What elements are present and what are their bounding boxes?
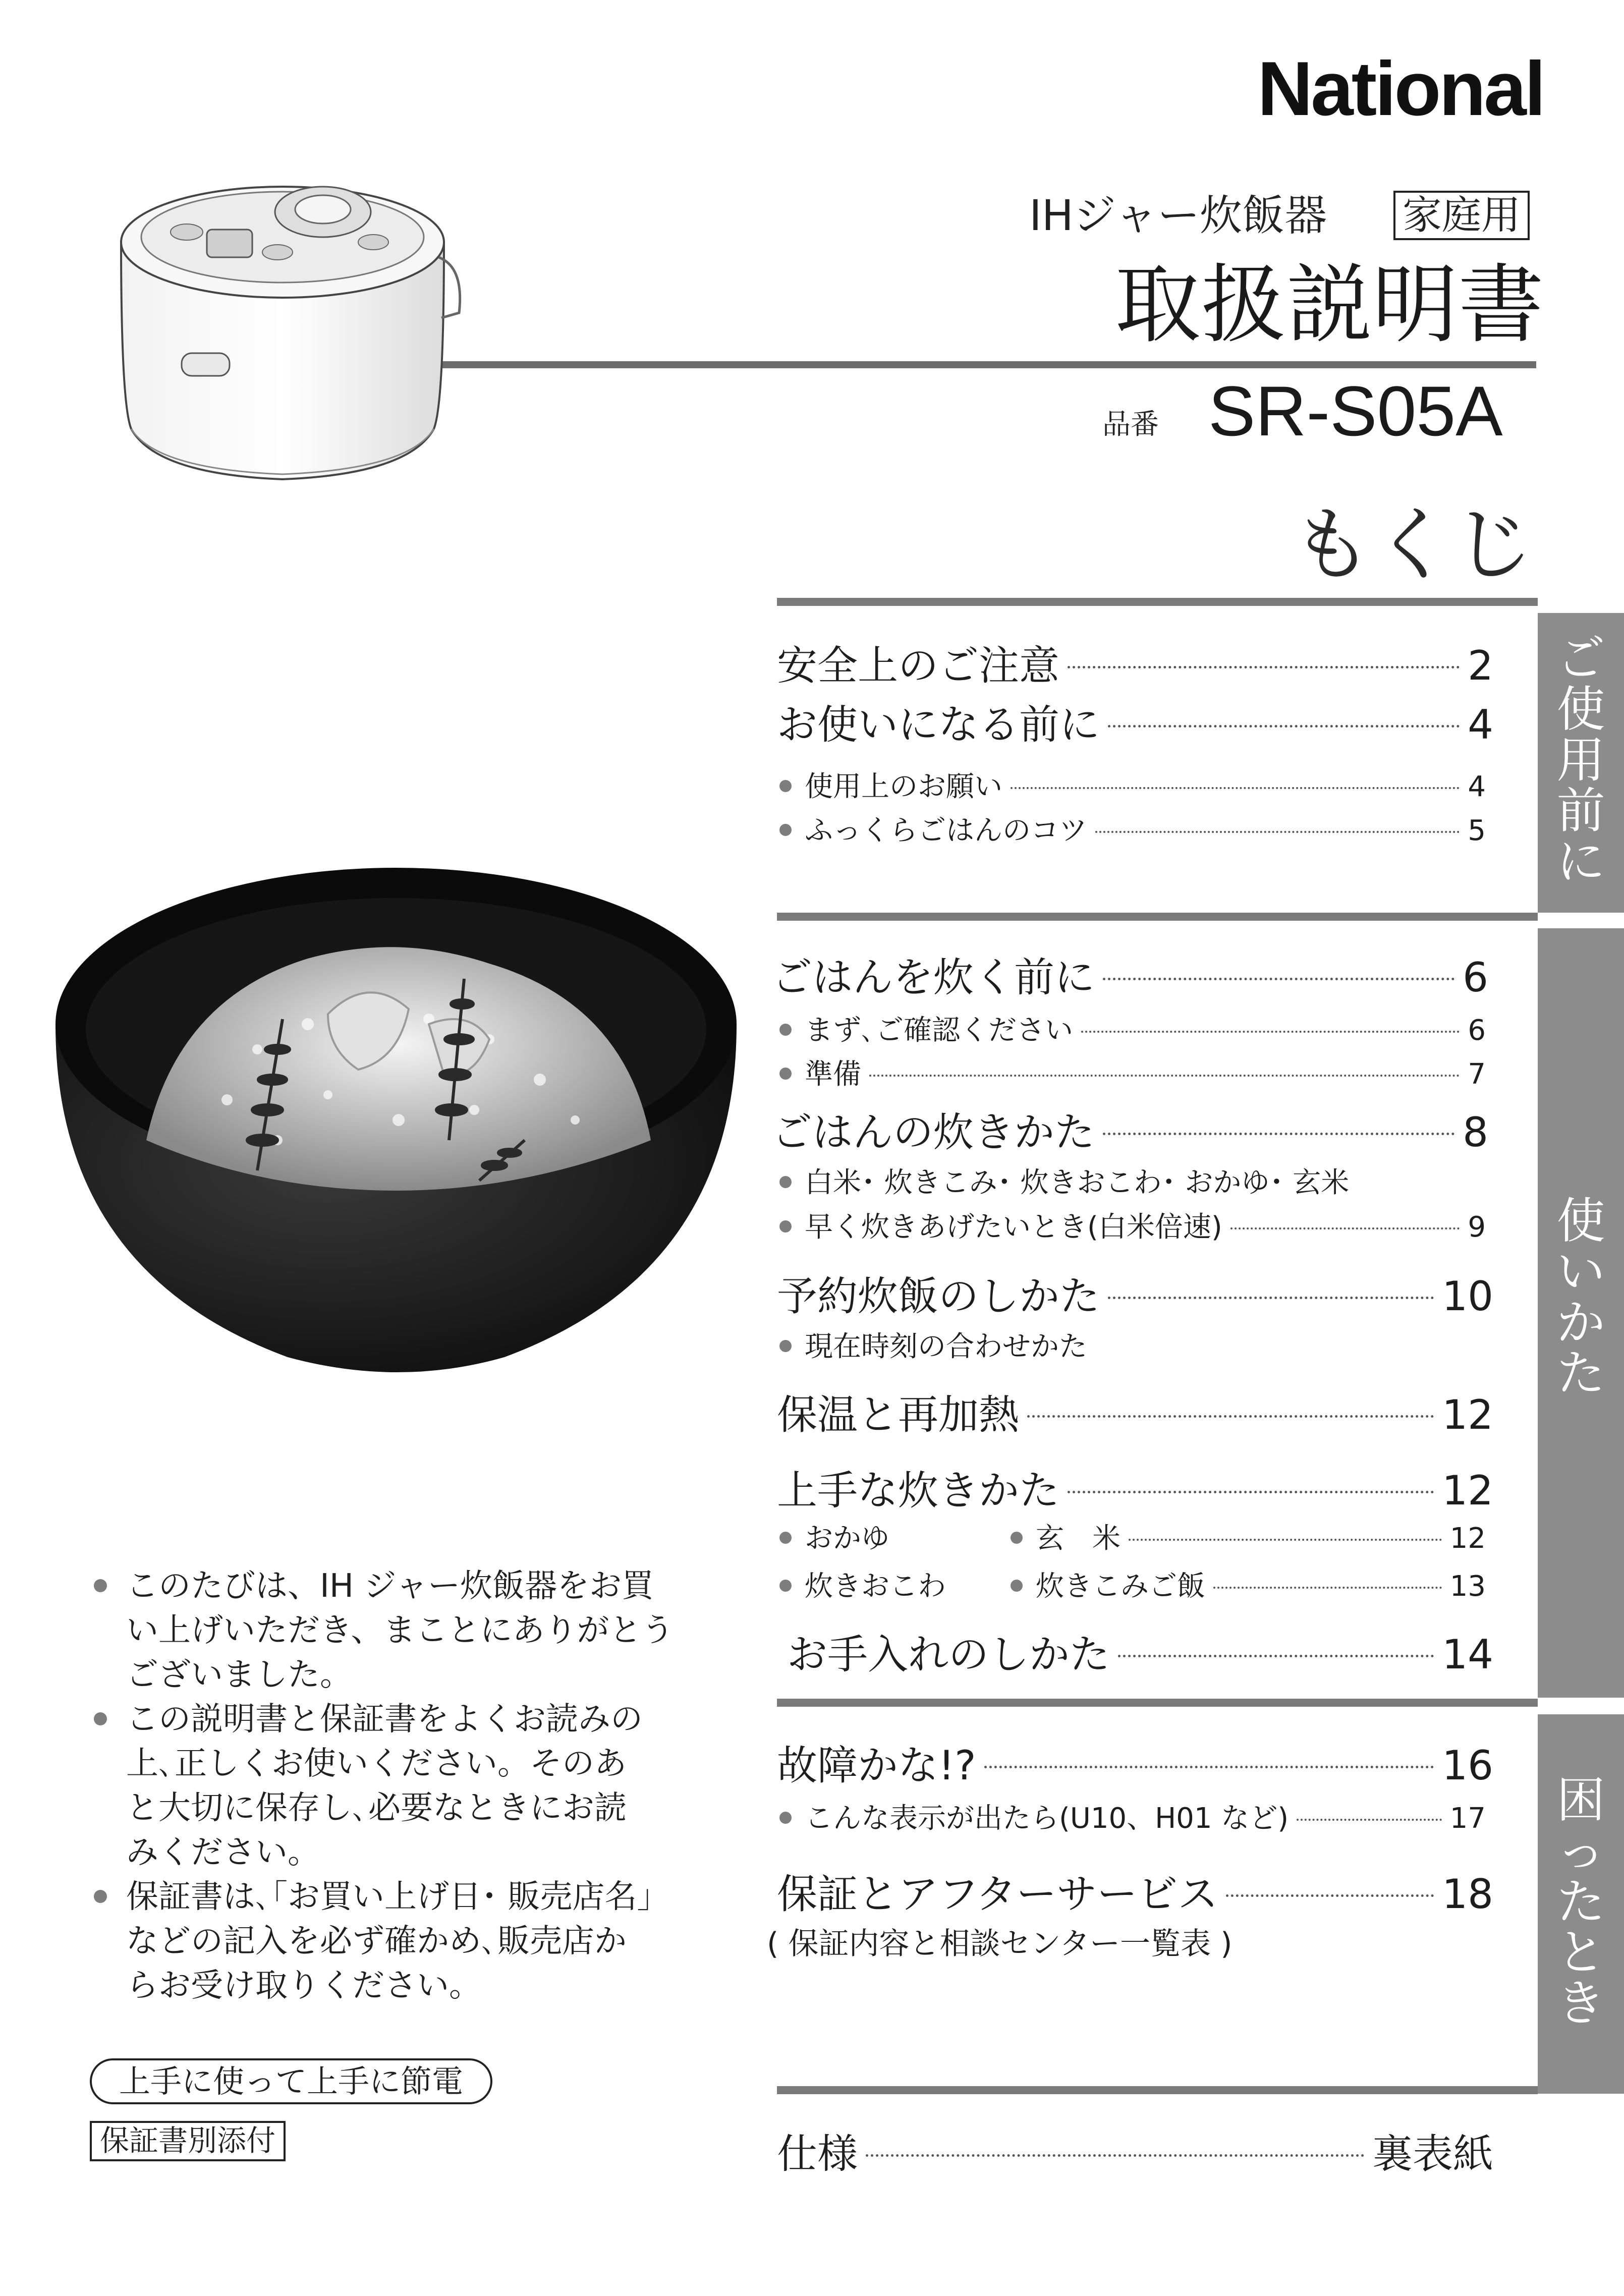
bullet-icon [94, 1579, 107, 1592]
toc-entry-page: 14 [1442, 1631, 1493, 1678]
toc-entry-page: 16 [1442, 1742, 1493, 1789]
toc-entry[interactable] [777, 1382, 1493, 1440]
tab-how-to-use[interactable] [1538, 928, 1624, 1698]
toc-entry[interactable] [777, 1264, 1493, 1322]
toc-subentry[interactable] [779, 1564, 946, 1604]
toc-entry-label: 故障かな!? [777, 1742, 976, 1789]
toc-entry-label: ごはんを炊く前に [772, 954, 1095, 1001]
toc-entry-page: 5 [1468, 814, 1486, 847]
note-line: ございました。 [126, 1656, 352, 1694]
product-badge: 家庭用 [1393, 191, 1530, 240]
model-number: SR-S05A [1208, 371, 1503, 451]
tab-troubleshooting[interactable] [1538, 1714, 1624, 2094]
toc-entry-page: 8 [1463, 1109, 1488, 1156]
toc-entry-label: まず､ご確認ください [805, 1014, 1073, 1047]
toc-entry[interactable] [787, 1622, 1493, 1680]
note-line: この説明書と保証書をよくお読みの [126, 1701, 643, 1738]
document-title: 取扱説明書 [1114, 255, 1544, 355]
toc-entry-label: 炊きこみご飯 [1036, 1570, 1205, 1603]
toc-entry-label: 早く炊きあげたいとき(白米倍速) [805, 1211, 1222, 1244]
toc-entry-page: 6 [1463, 954, 1488, 1001]
product-type: IHジャー炊飯器 [1029, 191, 1327, 240]
toc-entry[interactable] [777, 2121, 1493, 2179]
dot-leader [1213, 1587, 1442, 1589]
bullet-icon [779, 1580, 792, 1592]
dot-leader [1103, 1133, 1454, 1135]
note-item [90, 1697, 715, 1875]
bullet-icon [1011, 1580, 1023, 1592]
dot-leader [1081, 1031, 1460, 1033]
toc-subentry[interactable] [1011, 1564, 1486, 1604]
toc-entry-label: 現在時刻の合わせかた [805, 1330, 1087, 1363]
toc-entry-label: こんな表示が出たら(U10、H01 など) [805, 1802, 1289, 1835]
bullet-icon [779, 1340, 792, 1352]
bullet-icon [94, 1712, 107, 1725]
toc-subentry[interactable] [779, 1008, 1486, 1048]
toc-entry-label: 保温と再加熱 [777, 1391, 1019, 1438]
bullet-icon [779, 1220, 792, 1233]
toc-note: ( 保証内容と相談センター一覧表 ) [767, 1926, 1233, 1962]
dot-leader [1068, 666, 1460, 668]
toc-entry-page: 4 [1468, 770, 1486, 803]
energy-saving-label: 上手に使って上手に節電 [90, 2058, 492, 2104]
tab-label: ご使用前に [1556, 630, 1605, 890]
toc-entry-label: 使用上のお願い [805, 770, 1002, 803]
toc-entry-page: 13 [1449, 1570, 1486, 1603]
dot-leader [1297, 1819, 1442, 1821]
dot-leader [1118, 1655, 1434, 1657]
dot-leader [1095, 831, 1460, 833]
tab-label: 困ったとき [1556, 1772, 1605, 2032]
dot-leader [1068, 1491, 1434, 1493]
bullet-icon [779, 1024, 792, 1036]
toc-subentry[interactable] [779, 1205, 1486, 1245]
toc-entry-page: 9 [1468, 1211, 1486, 1244]
dot-leader [1129, 1539, 1442, 1541]
section-divider [777, 913, 1538, 921]
toc-entry-label: ふっくらごはんのコツ [805, 814, 1087, 847]
toc-entry-page: 2 [1468, 642, 1493, 689]
toc-entry-page: 裏表紙 [1372, 2131, 1493, 2177]
dot-leader [984, 1766, 1434, 1768]
note-line: い上げいただき、まことにありがとう [126, 1612, 674, 1649]
note-line: らお受け取りください。 [126, 1967, 481, 2004]
tab-before-use[interactable] [1538, 613, 1624, 913]
toc-subentry[interactable] [779, 808, 1486, 849]
bullet-icon [94, 1890, 107, 1903]
toc-entry[interactable] [777, 1458, 1493, 1516]
toc-entry-page: 17 [1449, 1802, 1486, 1835]
toc-entry-label: おかゆ [805, 1522, 889, 1555]
toc-entry-label: 予約炊飯のしかた [777, 1273, 1100, 1320]
dot-leader [1011, 787, 1460, 789]
note-line: 保証書は､｢お買い上げ日･ 販売店名｣ [126, 1878, 653, 1916]
toc-entry[interactable] [777, 692, 1493, 750]
toc-subentry[interactable] [779, 1796, 1486, 1836]
toc-entry-label: 仕様 [777, 2131, 858, 2177]
toc-subentry[interactable] [779, 1324, 1087, 1365]
toc-entry[interactable] [772, 945, 1488, 1003]
toc-entry-page: 6 [1468, 1014, 1486, 1047]
note-line: 上､正しくお使いください。そのあ [126, 1745, 627, 1782]
section-divider [777, 2086, 1538, 2094]
note-line: と大切に保存し､必要なときにお読 [126, 1789, 627, 1827]
toc-entry-label: 準備 [805, 1058, 861, 1091]
toc-entry[interactable] [777, 1862, 1493, 1920]
toc-entry-label: お手入れのしかた [787, 1631, 1110, 1678]
toc-entry[interactable] [777, 633, 1493, 691]
note-item [90, 1564, 715, 1697]
note-line: などの記入を必ず確かめ､販売店か [126, 1923, 627, 1960]
rice-bowl-photo [45, 858, 747, 1387]
toc-subentry[interactable] [1011, 1516, 1486, 1556]
toc-entry-label: 玄 米 [1036, 1522, 1121, 1555]
toc-entry-page: 7 [1468, 1058, 1486, 1091]
toc-entry-label: ごはんの炊きかた [772, 1109, 1095, 1156]
dot-leader [1103, 978, 1454, 980]
toc-entry-page: 18 [1442, 1871, 1493, 1918]
rice-cooker-illustration [111, 166, 464, 499]
dot-leader [869, 1075, 1460, 1077]
header-divider [431, 361, 1536, 368]
bullet-icon [779, 1068, 792, 1080]
toc-entry-page: 4 [1468, 701, 1493, 748]
toc-entry-label: 安全上のご注意 [777, 642, 1059, 689]
bullet-icon [779, 1532, 792, 1544]
toc-entry-page: 12 [1449, 1522, 1486, 1555]
intro-notes [90, 1564, 715, 2008]
bullet-icon [779, 1176, 792, 1188]
dot-leader [1108, 1297, 1434, 1299]
toc-subentry[interactable] [779, 1160, 1349, 1201]
toc-entry-page: 12 [1442, 1391, 1493, 1438]
toc-entry-label: 白米･ 炊きこみ･ 炊きおこわ･ おかゆ･ 玄米 [805, 1166, 1350, 1199]
toc-entry-label: 炊きおこわ [805, 1570, 946, 1603]
bullet-icon [779, 780, 792, 792]
brand-logo: National [1257, 46, 1544, 132]
bullet-icon [1011, 1532, 1023, 1544]
toc-entry-label: 保証とアフターサービス [777, 1871, 1218, 1918]
dot-leader [1027, 1415, 1434, 1418]
toc-entry-page: 12 [1442, 1467, 1493, 1514]
warranty-attached-label: 保証書別添付 [90, 2121, 286, 2161]
dot-leader [1230, 1227, 1460, 1229]
toc-entry-page: 10 [1442, 1273, 1493, 1320]
toc-entry-label: 上手な炊きかた [777, 1467, 1059, 1514]
toc-entry[interactable] [772, 1100, 1488, 1158]
toc-entry-label: お使いになる前に [777, 701, 1100, 748]
section-divider [777, 598, 1538, 606]
dot-leader [1108, 725, 1460, 727]
note-item [90, 1875, 715, 2008]
toc-entry[interactable] [777, 1733, 1493, 1791]
bullet-icon [779, 1812, 792, 1824]
dot-leader [1226, 1894, 1434, 1897]
tab-label: 使いかた [1556, 1193, 1605, 1402]
toc-subentry[interactable] [779, 764, 1486, 805]
dot-leader [866, 2154, 1364, 2157]
note-line: このたびは、IH ジャー炊飯器をお買 [126, 1567, 654, 1605]
note-line: みください。 [126, 1834, 320, 1871]
toc-heading: もくじ [1292, 497, 1534, 592]
toc-subentry[interactable] [779, 1052, 1486, 1092]
bullet-icon [779, 824, 792, 836]
model-label: 品番 [1102, 408, 1159, 441]
toc-subentry[interactable] [779, 1516, 889, 1556]
section-divider [777, 1699, 1538, 1707]
